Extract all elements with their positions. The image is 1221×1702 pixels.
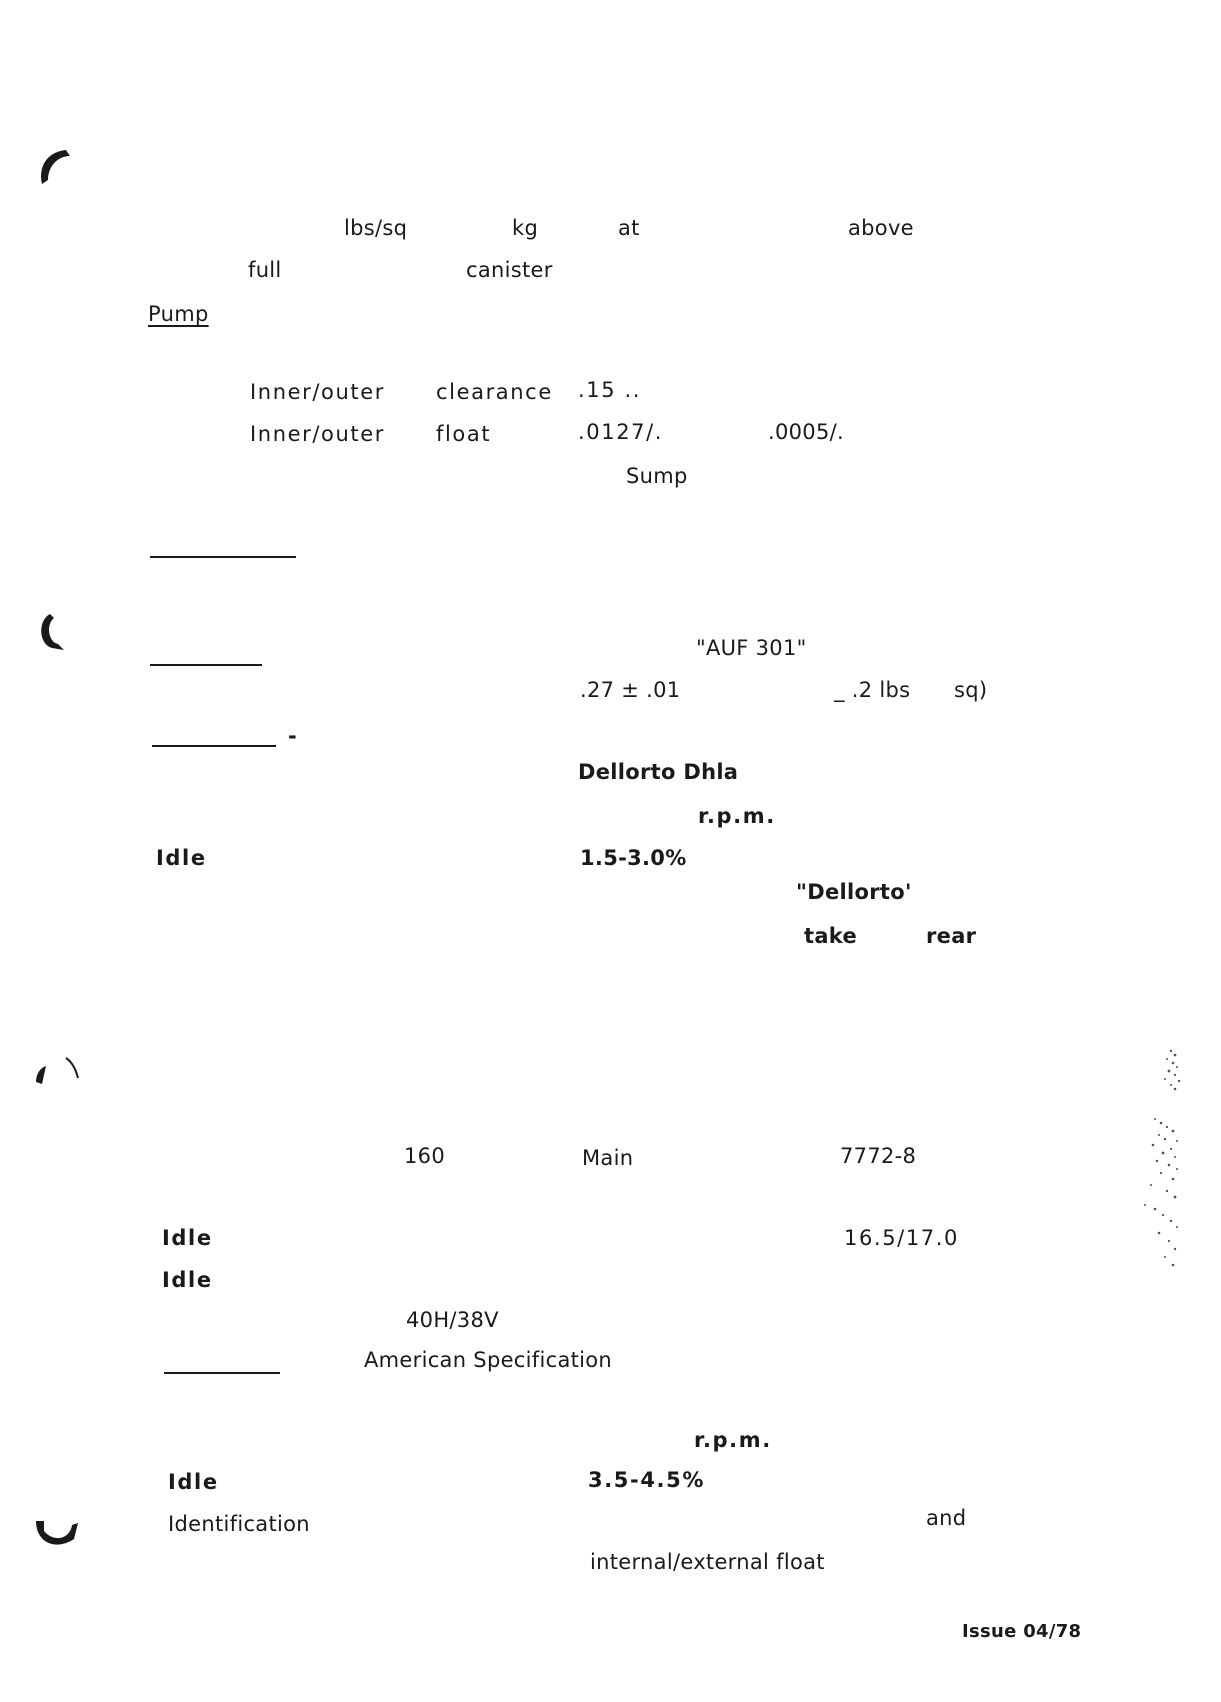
text-take: take [804, 924, 858, 948]
heading-rule-4 [164, 1372, 280, 1374]
punch-hole-mark-top [36, 144, 80, 188]
text-160: 160 [404, 1144, 445, 1168]
pump-heading: Pump [148, 302, 209, 326]
punch-hole-mark-lower-middle [32, 1054, 84, 1094]
dash-mark: - [288, 724, 298, 748]
text-kg: kg [512, 216, 539, 240]
float-value-2: .0005/. [768, 420, 844, 444]
text-at: at [618, 216, 640, 240]
text-inner-outer-clearance-label: Inner/outer [250, 380, 385, 404]
text-auf-301: "AUF 301" [696, 636, 807, 660]
text-dellorto-quote: "Dellorto' [796, 880, 912, 904]
text-internal-external-float: internal/external float [590, 1550, 825, 1574]
text-lbs-sq: lbs/sq [344, 216, 408, 240]
text-canister: canister [466, 258, 553, 282]
text-clearance: clearance [436, 380, 553, 404]
text-american-specification: American Specification [364, 1348, 613, 1372]
pressure-value: .27 ± .01 [580, 678, 681, 702]
clearance-value: .15 .. [578, 378, 642, 402]
text-idle-2: Idle [162, 1226, 213, 1250]
pressure-value-2: _ .2 lbs [834, 678, 911, 702]
co-range-1: 1.5-3.0% [580, 846, 687, 870]
heading-rule-2 [150, 664, 262, 666]
text-float: float [436, 422, 492, 446]
text-inner-outer-float-label: Inner/outer [250, 422, 385, 446]
part-7772-8: 7772-8 [840, 1144, 917, 1168]
co-range-2: 3.5-4.5% [588, 1468, 705, 1492]
heading-rule-3 [152, 745, 276, 747]
text-full: full [248, 258, 282, 282]
punch-hole-mark-bottom [32, 1517, 82, 1553]
text-main: Main [582, 1146, 634, 1170]
text-rpm-1: r.p.m. [698, 804, 776, 828]
text-sq-close: sq) [954, 678, 988, 702]
text-rear: rear [926, 924, 977, 948]
text-rpm-2: r.p.m. [694, 1428, 772, 1452]
text-above: above [848, 216, 914, 240]
scan-speckle-right-edge [1115, 1045, 1185, 1285]
text-identification: Identification [168, 1512, 310, 1536]
text-dellorto-dhla: Dellorto Dhla [578, 760, 739, 784]
text-idle-4: Idle [168, 1470, 219, 1494]
float-value: .0127/. [578, 420, 664, 444]
footer-issue: Issue 04/78 [962, 1621, 1082, 1642]
text-idle-1: Idle [156, 846, 207, 870]
ratio-16-5-17-0: 16.5/17.0 [844, 1226, 959, 1250]
text-idle-3: Idle [162, 1268, 213, 1292]
text-and: and [926, 1506, 967, 1530]
punch-hole-mark-upper-middle [34, 610, 70, 654]
text-sump: Sump [626, 464, 688, 488]
code-40h-38v: 40H/38V [406, 1308, 499, 1332]
heading-rule-1 [150, 556, 296, 558]
